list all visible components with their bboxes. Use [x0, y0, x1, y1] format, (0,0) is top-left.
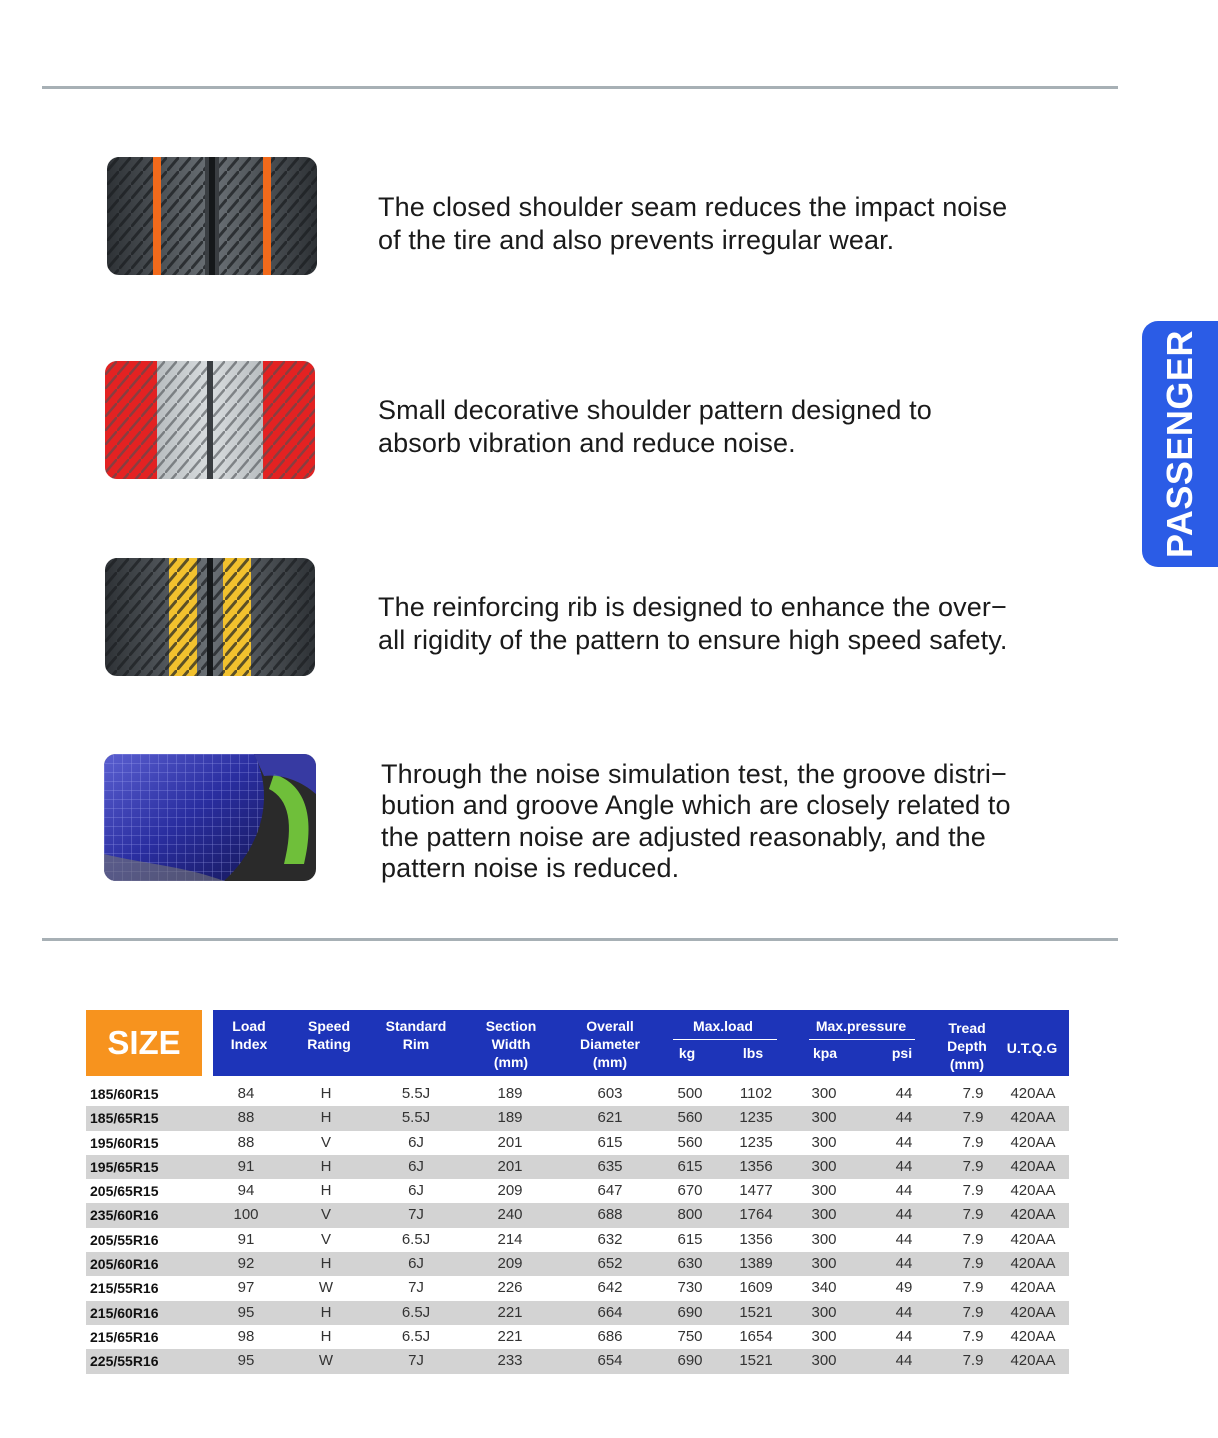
cell-max-pressure-kpa: 300: [811, 1255, 837, 1273]
cell-speed-rating: V: [320, 1206, 331, 1224]
cell-section-width: 233: [497, 1352, 523, 1370]
cell-max-load-kg: 690: [677, 1303, 703, 1321]
cell-max-pressure-kpa: 300: [811, 1327, 837, 1345]
cell-section-width: 214: [497, 1230, 523, 1248]
table-body: [86, 1082, 1069, 1374]
cell-section-width: 221: [497, 1327, 523, 1345]
cell-tread-depth: 7.9: [962, 1279, 984, 1297]
feature-text-1: The closed shoulder seam reduces the impact noise of the tire and also prevents irregular wear.: [378, 192, 1008, 255]
cell-speed-rating: H: [320, 1182, 332, 1200]
cell-standard-rim: 6.5J: [401, 1327, 431, 1345]
cell-utqg: 420AA: [1010, 1255, 1056, 1273]
cell-overall-diameter: 647: [597, 1182, 623, 1200]
table-row: [86, 1131, 1069, 1155]
cell-size: 195/65R15: [90, 1158, 159, 1175]
cell-size: 195/60R15: [90, 1134, 159, 1151]
cell-section-width: 240: [497, 1206, 523, 1224]
cell-max-pressure-kpa: 300: [811, 1157, 837, 1175]
cell-tread-depth: 7.9: [962, 1133, 984, 1151]
header-overall-diameter: Overall Diameter (mm): [580, 1018, 640, 1070]
cell-tread-depth: 7.9: [962, 1157, 984, 1175]
cell-max-pressure-psi: 44: [895, 1182, 913, 1200]
cell-max-pressure-psi: 44: [895, 1255, 913, 1273]
cell-size: 185/60R15: [90, 1086, 159, 1102]
cell-standard-rim: 6J: [408, 1255, 424, 1273]
cell-size: 205/55R16: [90, 1231, 159, 1248]
table-row: [86, 1301, 1069, 1325]
cell-speed-rating: H: [320, 1255, 332, 1273]
cell-standard-rim: 5.5J: [401, 1085, 431, 1102]
cell-max-load-lbs: 1521: [739, 1303, 773, 1321]
cell-load-index: 91: [237, 1230, 255, 1248]
cell-tread-depth: 7.9: [962, 1230, 984, 1248]
cell-max-load-kg: 615: [677, 1230, 703, 1248]
cell-speed-rating: W: [318, 1352, 334, 1370]
passenger-side-tab[interactable]: [1142, 321, 1218, 567]
cell-tread-depth: 7.9: [962, 1109, 984, 1127]
cell-standard-rim: 6J: [408, 1133, 424, 1151]
header-section-width: Section Width (mm): [485, 1018, 537, 1070]
cell-standard-rim: 7J: [408, 1279, 424, 1297]
cell-max-load-kg: 630: [677, 1255, 703, 1273]
cell-section-width: 209: [497, 1182, 523, 1200]
header-utqg: U.T.Q.G: [1006, 1040, 1058, 1056]
cell-utqg: 420AA: [1010, 1352, 1056, 1370]
cell-max-load-kg: 560: [677, 1133, 703, 1151]
table-row: [86, 1349, 1069, 1373]
cell-load-index: 95: [237, 1303, 255, 1321]
cell-load-index: 95: [237, 1352, 255, 1370]
top-divider: [42, 86, 1118, 89]
cell-max-load-lbs: 1654: [739, 1327, 773, 1345]
cell-speed-rating: H: [320, 1109, 332, 1127]
cell-utqg: 420AA: [1010, 1206, 1056, 1224]
cell-section-width: 201: [497, 1157, 523, 1175]
header-speed-rating: Speed Rating: [307, 1018, 351, 1052]
cell-overall-diameter: 635: [597, 1157, 623, 1175]
cell-standard-rim: 7J: [408, 1352, 424, 1370]
tread-image-red-shoulders: [105, 361, 315, 479]
side-tab-label: PASSENGER: [1159, 330, 1200, 558]
table-row: [86, 1203, 1069, 1227]
header-load-index: Load Index: [230, 1018, 268, 1052]
cell-standard-rim: 6J: [408, 1182, 424, 1200]
cell-overall-diameter: 664: [597, 1303, 623, 1321]
cell-tread-depth: 7.9: [962, 1085, 984, 1102]
table-row: [86, 1179, 1069, 1203]
cell-speed-rating: H: [320, 1327, 332, 1345]
cell-max-load-lbs: 1102: [739, 1085, 773, 1102]
cell-speed-rating: V: [320, 1230, 331, 1248]
cell-size: 215/65R16: [90, 1328, 159, 1345]
cell-standard-rim: 5.5J: [401, 1109, 431, 1127]
cell-load-index: 92: [237, 1255, 255, 1273]
cell-utqg: 420AA: [1010, 1133, 1056, 1151]
header-max-pressure-underline: [809, 1039, 915, 1040]
cell-utqg: 420AA: [1010, 1303, 1056, 1321]
cell-overall-diameter: 621: [597, 1109, 623, 1127]
cell-load-index: 97: [237, 1279, 255, 1297]
cell-max-load-kg: 800: [677, 1206, 703, 1224]
cell-size: 225/55R16: [90, 1353, 159, 1370]
cell-overall-diameter: 654: [597, 1352, 623, 1370]
cell-max-pressure-kpa: 300: [811, 1085, 837, 1102]
cell-max-pressure-kpa: 300: [811, 1182, 837, 1200]
table-row: [86, 1106, 1069, 1130]
cell-section-width: 189: [497, 1109, 523, 1127]
feature-text-4: Through the noise simulation test, the groove distri− bution and groove Angle which are closely related to the pattern noise are adjusted reasonably, and the pattern noise is reduced.: [381, 759, 1011, 883]
cell-max-pressure-psi: 44: [895, 1303, 913, 1321]
cell-section-width: 221: [497, 1303, 523, 1321]
cell-size: 215/60R16: [90, 1304, 159, 1321]
cell-tread-depth: 7.9: [962, 1303, 984, 1321]
cell-tread-depth: 7.9: [962, 1182, 984, 1200]
cell-load-index: 94: [237, 1182, 255, 1200]
cell-utqg: 420AA: [1010, 1279, 1056, 1297]
cell-max-load-lbs: 1356: [739, 1230, 773, 1248]
header-max-load-underline: [673, 1039, 777, 1040]
cell-tread-depth: 7.9: [962, 1206, 984, 1224]
cell-speed-rating: V: [320, 1133, 331, 1151]
table-row: [86, 1082, 1069, 1106]
cell-speed-rating: W: [318, 1279, 334, 1297]
header-kpa: kpa: [812, 1045, 838, 1061]
table-row: [86, 1276, 1069, 1300]
cell-max-load-kg: 560: [677, 1109, 703, 1127]
cell-utqg: 420AA: [1010, 1109, 1056, 1127]
cell-overall-diameter: 652: [597, 1255, 623, 1273]
cell-size: 185/65R15: [90, 1110, 159, 1127]
cell-max-load-kg: 615: [677, 1157, 703, 1175]
cell-max-load-lbs: 1389: [739, 1255, 773, 1273]
cell-load-index: 88: [237, 1109, 255, 1127]
cell-max-pressure-psi: 44: [895, 1109, 913, 1127]
cell-max-load-lbs: 1764: [739, 1206, 773, 1224]
cell-max-pressure-psi: 49: [895, 1279, 913, 1297]
cell-max-pressure-psi: 44: [895, 1133, 913, 1151]
cell-tread-depth: 7.9: [962, 1327, 984, 1345]
tread-image-orange-grooves: [107, 157, 317, 275]
middle-divider: [42, 938, 1118, 941]
header-lbs: lbs: [742, 1045, 764, 1061]
cell-max-load-lbs: 1235: [739, 1133, 773, 1151]
cell-overall-diameter: 686: [597, 1327, 623, 1345]
cell-max-load-kg: 750: [677, 1327, 703, 1345]
cell-overall-diameter: 642: [597, 1279, 623, 1297]
cell-max-pressure-kpa: 300: [811, 1230, 837, 1248]
cell-load-index: 100: [233, 1206, 259, 1224]
cell-overall-diameter: 615: [597, 1133, 623, 1151]
feature-text-2: Small decorative shoulder pattern designed to absorb vibration and reduce noise.: [378, 395, 932, 458]
header-tread-depth: Tread Depth (mm): [947, 1020, 987, 1072]
cell-size: 205/60R16: [90, 1256, 159, 1273]
cell-max-load-kg: 730: [677, 1279, 703, 1297]
cell-max-pressure-psi: 44: [895, 1327, 913, 1345]
cell-standard-rim: 7J: [408, 1206, 424, 1224]
header-max-pressure: Max.pressure: [815, 1018, 907, 1034]
cell-load-index: 98: [237, 1327, 255, 1345]
cell-max-pressure-psi: 44: [895, 1157, 913, 1175]
cell-standard-rim: 6J: [408, 1157, 424, 1175]
cell-overall-diameter: 603: [597, 1085, 623, 1102]
cell-max-load-lbs: 1235: [739, 1109, 773, 1127]
table-row: [86, 1252, 1069, 1276]
cell-max-pressure-psi: 44: [895, 1230, 913, 1248]
cell-standard-rim: 6.5J: [401, 1230, 431, 1248]
cell-utqg: 420AA: [1010, 1157, 1056, 1175]
cell-section-width: 226: [497, 1279, 523, 1297]
cell-max-load-kg: 690: [677, 1352, 703, 1370]
cell-overall-diameter: 632: [597, 1230, 623, 1248]
cell-max-pressure-kpa: 340: [811, 1279, 837, 1297]
cell-load-index: 91: [237, 1157, 255, 1175]
cell-utqg: 420AA: [1010, 1230, 1056, 1248]
header-standard-rim: Standard Rim: [385, 1018, 447, 1052]
cell-max-load-lbs: 1521: [739, 1352, 773, 1370]
cell-max-pressure-kpa: 300: [811, 1133, 837, 1151]
feature-text-3: The reinforcing rib is designed to enhance the over− all rigidity of the pattern to ensure high speed safety.: [378, 592, 1008, 655]
cell-max-pressure-kpa: 300: [811, 1206, 837, 1224]
cell-standard-rim: 6.5J: [401, 1303, 431, 1321]
cell-utqg: 420AA: [1010, 1327, 1056, 1345]
cell-max-pressure-kpa: 300: [811, 1352, 837, 1370]
header-max-load: Max.load: [693, 1018, 753, 1034]
cell-tread-depth: 7.9: [962, 1352, 984, 1370]
cell-max-load-lbs: 1477: [739, 1182, 773, 1200]
cell-size: 205/65R15: [90, 1183, 159, 1200]
cell-max-pressure-kpa: 300: [811, 1109, 837, 1127]
cell-speed-rating: H: [320, 1157, 332, 1175]
cell-utqg: 420AA: [1010, 1182, 1056, 1200]
cell-max-load-lbs: 1356: [739, 1157, 773, 1175]
cell-speed-rating: H: [320, 1085, 332, 1102]
cell-max-load-kg: 500: [677, 1085, 703, 1102]
cell-overall-diameter: 688: [597, 1206, 623, 1224]
cell-max-pressure-psi: 44: [895, 1206, 913, 1224]
cell-max-pressure-psi: 44: [895, 1352, 913, 1370]
cell-speed-rating: H: [320, 1303, 332, 1321]
table-row: [86, 1155, 1069, 1179]
cell-max-load-kg: 670: [677, 1182, 703, 1200]
header-psi: psi: [891, 1045, 913, 1061]
cell-max-pressure-kpa: 300: [811, 1303, 837, 1321]
size-header: SIZE: [86, 1010, 202, 1076]
table-header: [213, 1010, 1069, 1076]
cell-load-index: 88: [237, 1133, 255, 1151]
header-kg: kg: [678, 1045, 696, 1061]
cell-section-width: 189: [497, 1085, 523, 1102]
cell-section-width: 209: [497, 1255, 523, 1273]
table-row: [86, 1228, 1069, 1252]
cell-tread-depth: 7.9: [962, 1255, 984, 1273]
table-row: [86, 1325, 1069, 1349]
noise-simulation-image: [104, 754, 316, 881]
cell-size: 235/60R16: [90, 1207, 159, 1224]
cell-load-index: 84: [237, 1085, 255, 1102]
cell-utqg: 420AA: [1010, 1085, 1056, 1102]
cell-max-load-lbs: 1609: [739, 1279, 773, 1297]
cell-section-width: 201: [497, 1133, 523, 1151]
tread-image-yellow-ribs: [105, 558, 315, 676]
cell-max-pressure-psi: 44: [895, 1085, 913, 1102]
cell-size: 215/55R16: [90, 1280, 159, 1297]
